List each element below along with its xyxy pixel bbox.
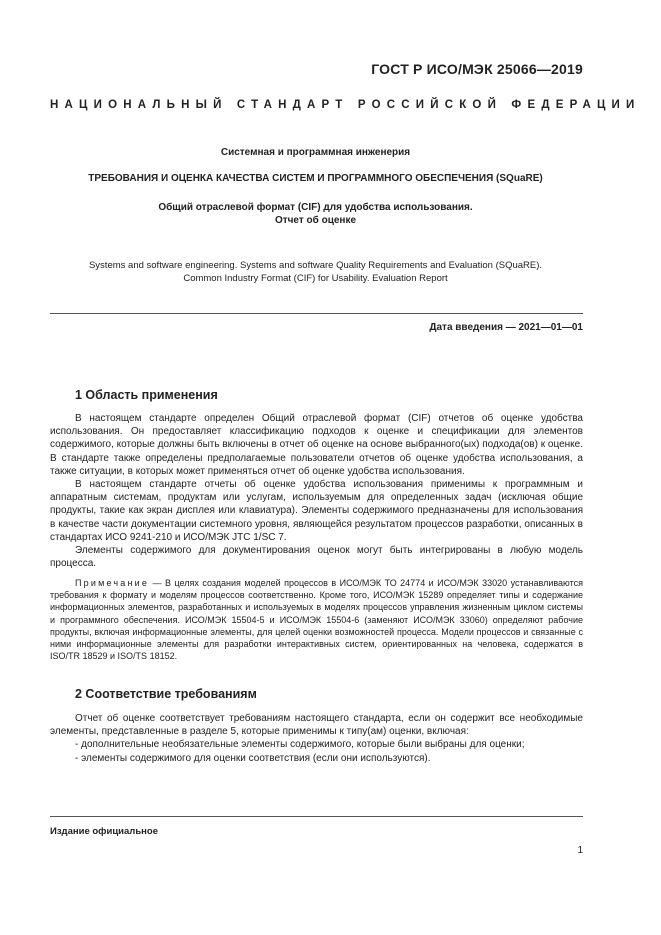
english-title-line-1: Systems and software engineering. Systems and software Quality Requirements and Evaluation (SQuaRE). (88, 260, 543, 271)
bottom-divider (50, 816, 583, 817)
page-number: 1 (577, 845, 583, 856)
list-item: - дополнительные необязательные элементы содержимого, которые были выбраны для оценки; (75, 739, 525, 751)
subtitle-line-2: Отчет об оценке (274, 215, 357, 226)
section-2-body (50, 712, 583, 765)
section-2-heading: 2 Соответствие требованиям (75, 687, 257, 701)
edition-label: Издание официальное (50, 826, 158, 837)
section-1-body (50, 412, 583, 570)
english-title (50, 259, 581, 285)
note-text: — В целях создания моделей процессов в ИСО/МЭК ТО 24774 и ИСО/МЭК 33020 устанавливаются требования к формату и моделям процессов соответственно. Кроме того, ИСО/МЭК 15289 определяет типы и содержание информационных элементов, разработанных и используемых в моделях процессов управления жизненным циклом системы и программного обеспечения. ИСО/МЭК 15504-5 и ИСО/МЭК 15504-6 (заменяют ИСО/МЭК 33060) определяют рабочие продукты, включая информационные элементы, для целей оценки возможностей процесса. Модели процессов и связанные с ними информационные элементы для разработки интерактивных систем, ориентированных на человека, содержатся в ISO/TR 18529 и ISO/TS 18152. (50, 578, 583, 662)
section-1-note (50, 577, 583, 662)
section-1-heading: 1 Область применения (75, 388, 218, 402)
subtitle-line-1: Общий отраслевой формат (CIF) для удобства использования. (158, 202, 473, 213)
introduction-date: Дата введения — 2021—01—01 (429, 322, 583, 333)
section-1-paragraph-2: В настоящем стандарте отчеты об оценке удобства использования применимы к программным и аппаратным системам, продуктам или услугам, используемым для определенных задач (исключая общие продукты, такие как экран дисплея или клавиатура). Элементы содержимого предназначены для использования в качестве части документации системного уровня, являющейся результатом процессов разработки, описанных в стандартах ИСО 9241-210 и ИСО/МЭК JTC 1/SC 7. (50, 479, 583, 543)
section-1-paragraph-3: Элементы содержимого для документирования оценок могут быть интегрированы в любую модель процесса. (50, 545, 583, 570)
national-standard-heading: НАЦИОНАЛЬНЫЙ СТАНДАРТ РОССИЙСКОЙ ФЕДЕРАЦИИ (50, 99, 641, 111)
list-item: - элементы содержимого для оценки соответствия (если они используются). (75, 752, 431, 764)
main-title: ТРЕБОВАНИЯ И ОЦЕНКА КАЧЕСТВА СИСТЕМ И ПРОГРАММНОГО ОБЕСПЕЧЕНИЯ (SQuaRE) (88, 173, 543, 184)
note-label: Примечание (75, 578, 150, 588)
section-2-paragraph: Отчет об оценке соответствует требованиям настоящего стандарта, если он содержит все необходимые элементы, представленные в разделе 5, которые применимы к типу(ам) оценки, включая: (50, 713, 583, 738)
standard-number: ГОСТ Р ИСО/МЭК 25066—2019 (371, 61, 583, 77)
note-paragraph (50, 577, 583, 662)
english-title-line-2: Common Industry Format (CIF) for Usability. Evaluation Report (183, 273, 448, 284)
subject-title: Системная и программная инженерия (220, 147, 411, 158)
subtitle (50, 201, 581, 227)
section-1-paragraph-1: В настоящем стандарте определен Общий отраслевой формат (CIF) отчетов об оценке удобства использования. Он предоставляет классификацию подходов к оценке и спецификации для элементов содержимого, которые должны быть включены в отчет об оценке на основе выбранного(ых) подхода(ов) к оценке. В стандарте также определены предполагаемые пользователи отчетов об оценке удобства использования, а также ситуации, в которых может применяться отчет об оценке удобства использования. (50, 413, 583, 477)
top-divider (50, 313, 583, 314)
